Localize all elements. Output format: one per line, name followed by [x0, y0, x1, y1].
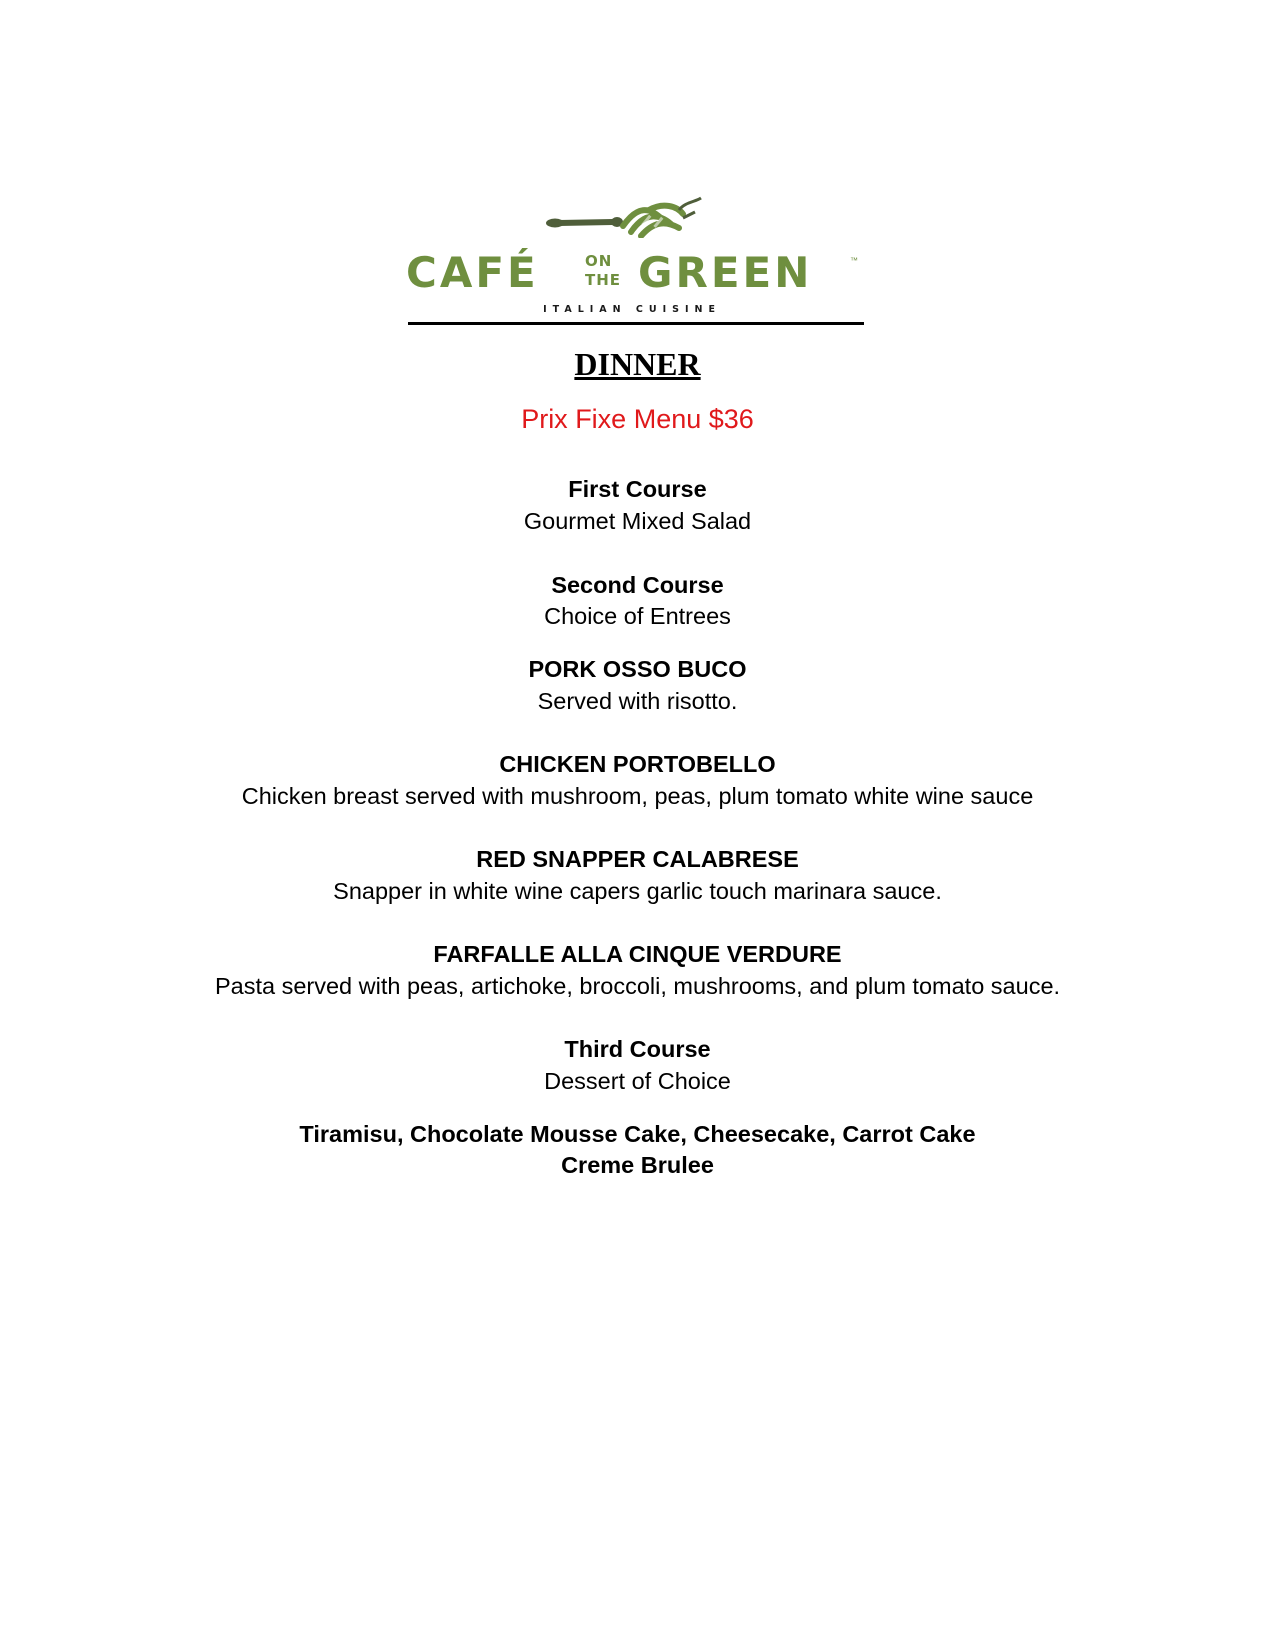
fork-pasta-icon — [545, 196, 705, 238]
logo-word-on: ON — [585, 252, 613, 270]
second-course-description: Choice of Entrees — [544, 603, 731, 629]
entree-description: Served with risotto. — [537, 688, 738, 714]
menu-title: DINNER — [574, 346, 701, 382]
third-course-description: Dessert of Choice — [544, 1068, 731, 1094]
logo-word-green: GREEN — [638, 248, 813, 297]
dessert-list-line: Creme Brulee — [561, 1152, 714, 1178]
entree-name: RED SNAPPER CALABRESE — [476, 846, 799, 872]
entree-description: Snapper in white wine capers garlic touch marinara sauce. — [333, 878, 942, 904]
second-course-heading: Second Course — [551, 572, 724, 598]
dessert-list-line: Tiramisu, Chocolate Mousse Cake, Cheesecake, Carrot Cake — [299, 1121, 976, 1147]
entree-name: PORK OSSO BUCO — [528, 656, 747, 682]
entree-description: Pasta served with peas, artichoke, broccoli, mushrooms, and plum tomato sauce. — [214, 973, 1061, 999]
entree-name: FARFALLE ALLA CINQUE VERDURE — [433, 941, 842, 967]
entree-description: Chicken breast served with mushroom, peas, plum tomato white wine sauce — [241, 783, 1034, 809]
logo-word-the: THE — [585, 271, 622, 289]
logo-word-cafe: CAFÉ — [406, 248, 539, 297]
third-course-heading: Third Course — [564, 1036, 711, 1062]
logo-divider — [408, 322, 864, 325]
menu-price: Prix Fixe Menu $36 — [521, 404, 754, 434]
entree-name: CHICKEN PORTOBELLO — [499, 751, 776, 777]
restaurant-logo — [400, 196, 864, 328]
trademark-symbol: ™ — [850, 256, 858, 265]
logo-tagline: ITALIAN CUISINE — [543, 304, 721, 315]
first-course-description: Gourmet Mixed Salad — [523, 508, 752, 534]
first-course-heading: First Course — [568, 476, 707, 502]
